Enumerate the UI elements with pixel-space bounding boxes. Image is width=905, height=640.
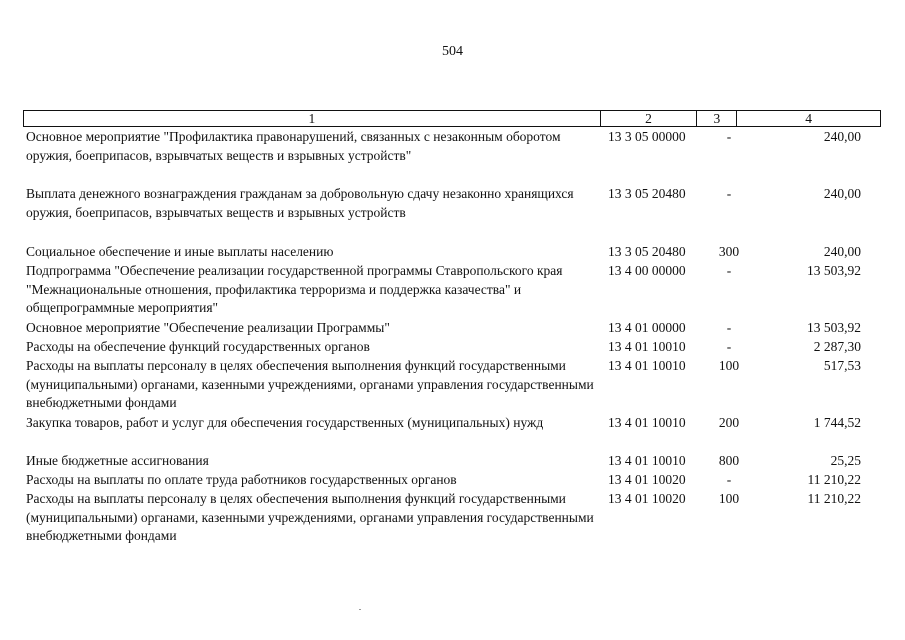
row-expense-type: 100 (718, 358, 740, 373)
header-col-1: 1 (308, 111, 316, 126)
page-number: 504 (442, 44, 463, 59)
row-amount: 240,00 (823, 244, 861, 259)
row-expense-type: - (726, 129, 732, 144)
header-col-3: 3 (696, 111, 736, 126)
row-amount: 13 503,92 (807, 263, 861, 278)
row-name: Основное мероприятие "Обеспечение реализации Программы" (26, 320, 390, 335)
row-code: 13 4 01 10010 (608, 415, 686, 430)
row-name: Иные бюджетные ассигнования (26, 453, 209, 468)
row-expense-type: 200 (718, 415, 740, 430)
budget-table (23, 110, 881, 544)
row-code: 13 4 01 10010 (608, 453, 686, 468)
row-expense-type: - (726, 320, 732, 335)
row-expense-type: 100 (718, 491, 740, 506)
row-name: Закупка товаров, работ и услуг для обеспечения государственных (муниципальных) нужд (26, 415, 544, 430)
row-amount: 240,00 (823, 129, 861, 144)
row-expense-type: 300 (718, 244, 740, 259)
scan-speck (359, 609, 361, 610)
row-code: 13 4 00 00000 (608, 263, 686, 278)
row-name: Выплата денежного вознаграждения гражданам за добровольную сдачу незаконно хранящихся оружия, боеприпасов, взрывчатых веществ и взрывных устройств (26, 186, 574, 220)
row-amount: 13 503,92 (807, 320, 861, 335)
row-amount: 1 744,52 (813, 415, 861, 430)
row-code: 13 4 01 10020 (608, 472, 686, 487)
row-name: Расходы на выплаты персоналу в целях обеспечения выполнения функций государственными (муниципальными) органами, казенными учреждениями, органами управления государственными внебюджетными фондами (26, 358, 594, 411)
header-col-4: 4 (736, 111, 880, 126)
row-amount: 11 210,22 (807, 491, 861, 506)
row-expense-type: - (726, 263, 732, 278)
row-amount: 240,00 (823, 186, 861, 201)
row-expense-type: - (726, 186, 732, 201)
header-col-2: 2 (600, 111, 697, 126)
row-code: 13 3 05 00000 (608, 129, 686, 144)
row-name: Расходы на выплаты персоналу в целях обеспечения выполнения функций государственными (муниципальными) органами, казенными учреждениями, органами управления государственными внебюджетными фондами (26, 491, 594, 544)
row-code: 13 4 01 00000 (608, 320, 686, 335)
row-amount: 11 210,22 (807, 472, 861, 487)
row-name: Социальное обеспечение и иные выплаты населению (26, 244, 334, 259)
row-amount: 25,25 (830, 453, 861, 468)
row-amount: 2 287,30 (813, 339, 861, 354)
row-code: 13 4 01 10020 (608, 491, 686, 506)
row-name: Расходы на выплаты по оплате труда работников государственных органов (26, 472, 457, 487)
row-code: 13 4 01 10010 (608, 358, 686, 373)
row-expense-type: 800 (718, 453, 740, 468)
row-expense-type: - (726, 472, 732, 487)
table-header (23, 110, 881, 127)
row-code: 13 4 01 10010 (608, 339, 686, 354)
row-name: Основное мероприятие "Профилактика правонарушений, связанных с незаконным оборотом оружия, боеприпасов, взрывчатых веществ и взрывных устройств" (26, 129, 561, 163)
row-code: 13 3 05 20480 (608, 244, 686, 259)
row-name: Расходы на обеспечение функций государственных органов (26, 339, 370, 354)
row-amount: 517,53 (823, 358, 861, 373)
row-name: Подпрограмма "Обеспечение реализации государственной программы Ставропольского края "Межнациональные отношения, профилактика терроризма и поддержка казачества" и общепрограммные мероприятия" (26, 263, 563, 316)
row-code: 13 3 05 20480 (608, 186, 686, 201)
row-expense-type: - (726, 339, 732, 354)
